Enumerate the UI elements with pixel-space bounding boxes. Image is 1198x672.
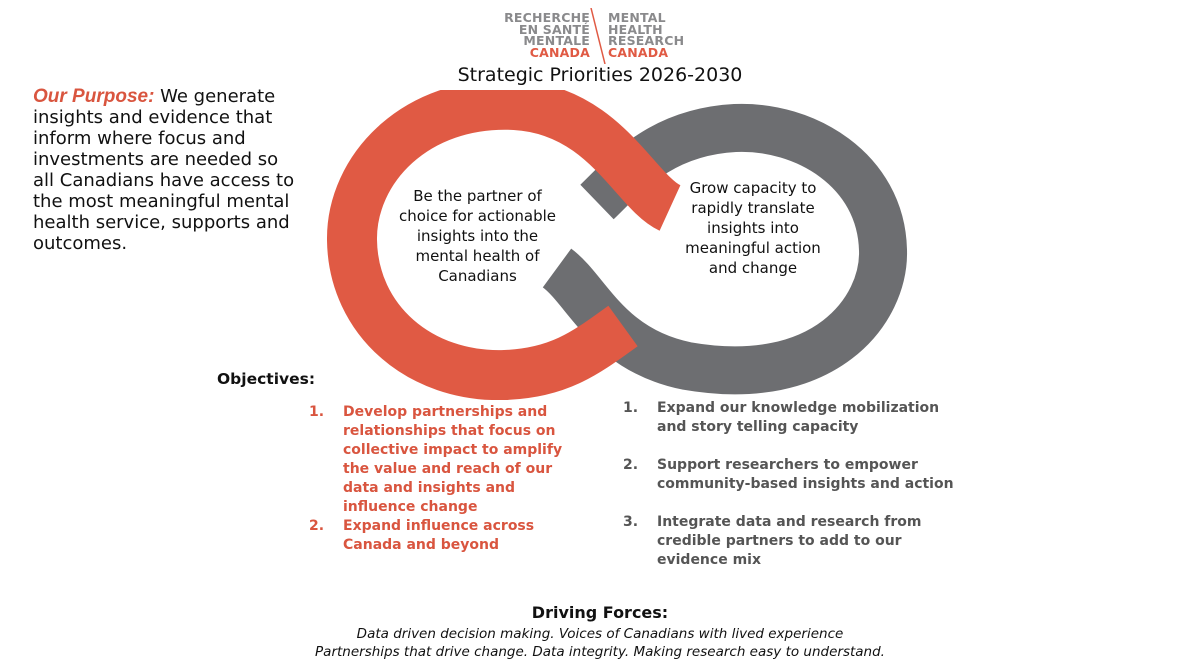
logo-divider-icon <box>586 8 610 64</box>
right-loop-text: Grow capacity to rapidly translate insights into meaningful action and change <box>685 179 821 277</box>
purpose-lead: Our Purpose: <box>33 86 155 107</box>
objectives-heading: Objectives: <box>217 370 316 388</box>
driving-forces-heading: Driving Forces: <box>531 603 669 622</box>
driving-forces-text <box>250 625 950 661</box>
page-title: Strategic Priorities 2026-2030 <box>457 64 743 86</box>
organization-logo <box>500 8 700 62</box>
left-loop-text: Be the partner of choice for actionable insights into the mental health of Canadians <box>398 187 557 285</box>
driving-forces-line: Data driven decision making. Voices of Canadians with lived experience <box>356 626 844 642</box>
driving-forces-line: Partnerships that drive change. Data integrity. Making research easy to understand. <box>315 644 885 660</box>
purpose-statement <box>33 86 295 254</box>
logo-french-text: RECHERCHE EN SANTÉ MENTALE CANADA <box>504 10 590 60</box>
purpose-text: We generate insights and evidence that inform where focus and investments are needed so all Canadians have access to the most meaningful mental health service, supports and outcomes. <box>33 86 295 254</box>
logo-english-text: MENTAL HEALTH RESEARCH CANADA <box>608 10 685 60</box>
